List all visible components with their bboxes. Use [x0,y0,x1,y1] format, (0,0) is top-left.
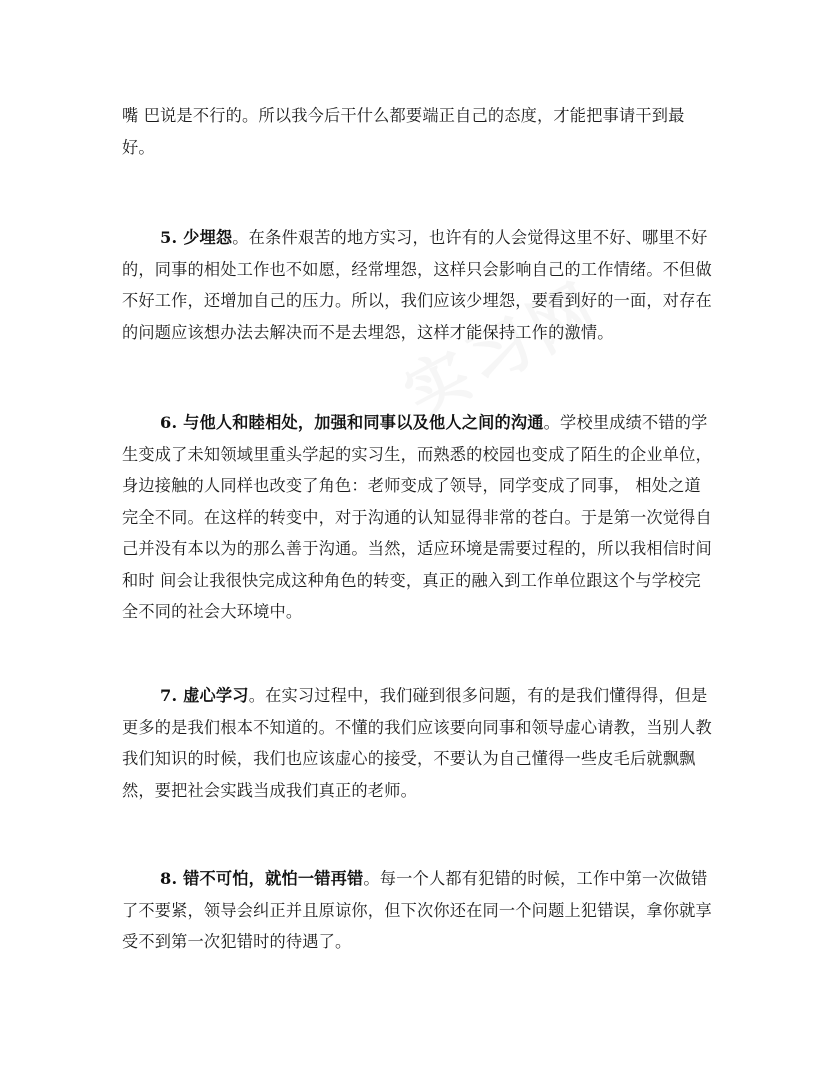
paragraph-body: 。在条件艰苦的地方实习，也许有的人会觉得这里不好、哪里不好的，同事的相处工作也不如愿，经常埋怨，这样只会影响自己的工作情绪。不但做不好工作，还增加自己的压力。所以，我们应该少埋怨，要看到好的一面，对存在的问题应该想办法去解决而不是去埋怨，这样才能保持工作的激情。 [122,228,712,342]
paragraph-body: 。学校里成绩不错的学生变成了未知领域里重头学起的实习生，而熟悉的校园也变成了陌生的企业单位，身边接触的人同样也改变了角色：老师变成了领导，同学变成了同事， 相处之道完全不同。在这样的转变中，对于沟通的认知显得非常的苍白。于是第一次觉得自己并没有本以为的那么善于沟通。当然，适应环境是需要过程的，所以我相信时间和时 间会让我很快完成这种角色的转变，真正的融入到工作单位跟这个与学校完全不同的社会大环境中。 [122,413,712,621]
paragraph-heading: 7. 虚心学习 [160,686,249,705]
paragraph-body: 。每一个人都有犯错的时候，工作中第一次做错了不要紧，领导会纠正并且原谅你，但下次你还在同一个问题上犯错误，拿你就享受不到第一次犯错时的待遇了。 [122,869,712,951]
paragraph-8 [122,863,712,958]
paragraph-5 [122,222,712,348]
paragraph-6 [122,407,712,628]
paragraph-heading: 5. 少埋怨 [160,228,233,247]
paragraph-7 [122,680,712,806]
paragraph-body: 嘴 巴说是不行的。所以我今后干什么都要端正自己的态度，才能把事请干到最好。 [122,106,685,157]
paragraph-heading: 6. 与他人和睦相处，加强和同事以及他人之间的沟通 [160,413,544,432]
paragraph-heading: 8. 错不可怕，就怕一错再错 [160,869,364,888]
paragraph-continuation [122,100,712,163]
paragraph-body: 。在实习过程中，我们碰到很多问题，有的是我们懂得得，但是更多的是我们根本不知道的。不懂的我们应该要向同事和领导虚心请教，当别人教我们知识的时候，我们也应该虚心的接受，不要认为自己懂得一些皮毛后就飘飘然，要把社会实践当成我们真正的老师。 [122,686,712,800]
